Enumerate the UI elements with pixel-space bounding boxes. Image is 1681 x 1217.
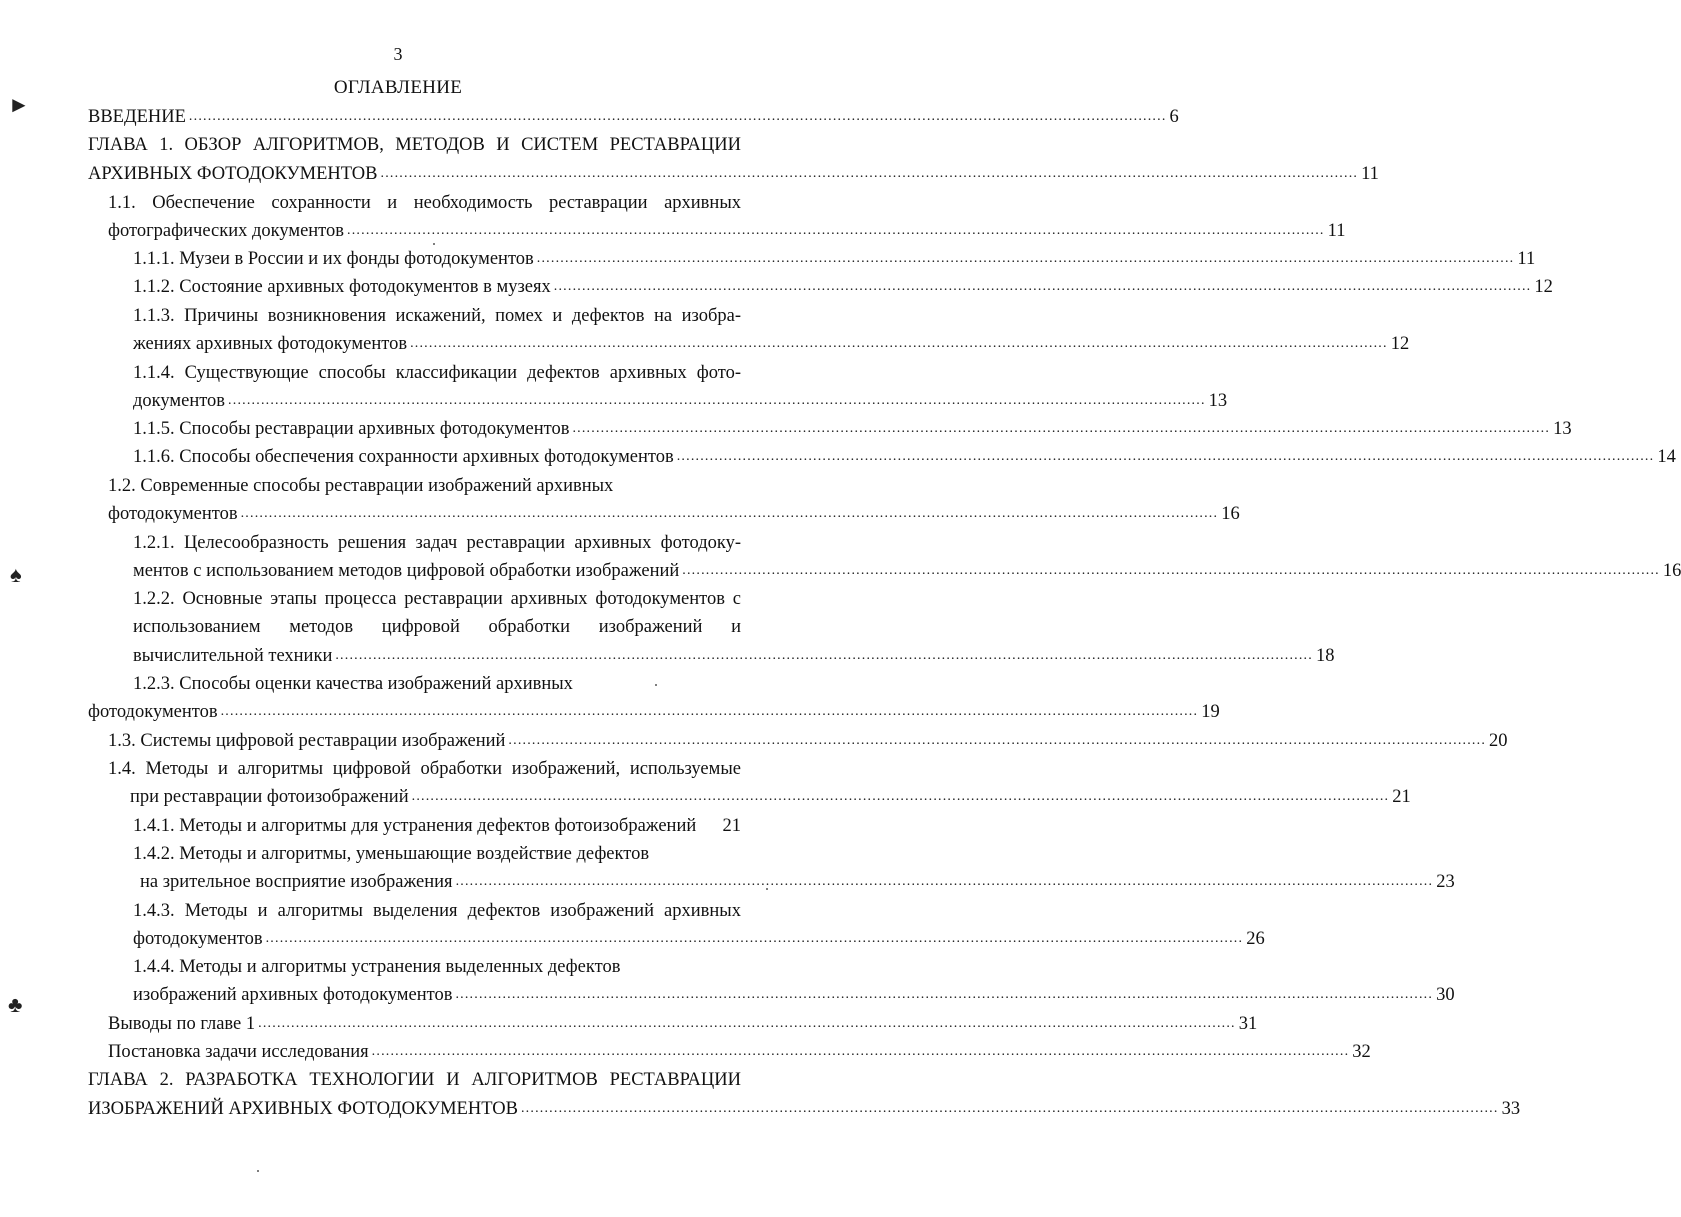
toc-entry-title: АРХИВНЫХ ФОТОДОКУМЕНТОВ: [88, 164, 378, 184]
toc-entry-page: 18: [1315, 646, 1335, 666]
toc-entry-title: 1.4. Методы и алгоритмы цифровой обработки изображений, используемые: [108, 759, 741, 779]
toc-entry: [108, 217, 1346, 245]
toc-entry-page: 26: [1246, 929, 1265, 949]
toc-entry-title: 1.2.3. Способы оценки качества изображений архивных: [133, 674, 573, 694]
toc-entry-title: 1.2. Современные способы реставрации изображений архивных: [108, 476, 614, 496]
toc-entry-page: 32: [1352, 1042, 1371, 1062]
toc-dot-leader: ................................................................................................................................................................................................................: [536, 251, 1515, 266]
toc-entry: [133, 897, 741, 925]
toc-entry: [133, 387, 1228, 415]
toc-entry: [133, 925, 1265, 953]
scan-speck: [257, 1170, 259, 1172]
toc-entry-title: вычислительной техники: [133, 646, 333, 666]
toc-entry: [130, 783, 1411, 811]
toc-dot-leader: ................................................................................................................................................................................................................: [455, 874, 1434, 889]
toc-entry-title: 1.1.3. Причины возникновения искажений, помех и дефектов на изобра-: [133, 306, 741, 326]
toc-entry-title: 1.4.2. Методы и алгоритмы, уменьшающие воздействие дефектов: [133, 844, 650, 864]
toc-entry-title: фотодокументов: [88, 702, 218, 722]
toc-dot-leader: ................................................................................................................................................................................................................: [188, 109, 1167, 124]
toc-entry-title: ВВЕДЕНИЕ: [88, 107, 186, 127]
toc-dot-leader: ................................................................................................................................................................................................................: [258, 1016, 1236, 1031]
toc-dot-leader: ................................................................................................................................................................................................................: [411, 789, 1390, 804]
toc-dot-leader: ................................................................................................................................................................................................................: [455, 987, 1434, 1002]
toc-entry-page: 16: [1221, 504, 1240, 524]
toc-dot-leader: ................................................................................................................................................................................................................: [520, 1101, 1499, 1116]
toc-dot-leader: ................................................................................................................................................................................................................: [228, 393, 1206, 408]
toc-entry: [88, 103, 1179, 131]
toc-entry-title: жениях архивных фотодокументов: [133, 334, 408, 354]
toc-entry-page: 16: [1662, 561, 1681, 581]
toc-entry-title: Постановка задачи исследования: [108, 1042, 369, 1062]
toc-entry-title: 1.1.5. Способы реставрации архивных фотодокументов: [133, 419, 570, 439]
toc-entry: [133, 840, 741, 868]
toc-entry-page: 33: [1501, 1099, 1521, 1119]
toc-dot-leader: ................................................................................................................................................................................................................: [682, 563, 1660, 578]
toc-entry: [133, 415, 1572, 443]
toc-entry: [133, 330, 1410, 358]
page-number: 3: [393, 44, 403, 64]
toc-entry-title: 1.1.1. Музеи в России и их фонды фотодокументов: [133, 249, 534, 269]
toc-entry-page: 30: [1436, 985, 1455, 1005]
toc-entry-page: 11: [1517, 249, 1536, 269]
toc-entry: [133, 302, 741, 330]
toc-entry: [88, 1066, 741, 1094]
toc-entry: [108, 189, 741, 217]
toc-entry-title: ИЗОБРАЖЕНИЙ АРХИВНЫХ ФОТОДОКУМЕНТОВ: [88, 1099, 518, 1119]
toc-entry: [133, 953, 741, 981]
toc-entry: [133, 245, 1536, 273]
toc-entry-page: 23: [1436, 872, 1455, 892]
toc-entry-title: 1.1.4. Существующие способы классификации дефектов архивных фото-: [133, 363, 741, 383]
toc-entry: [108, 500, 1240, 528]
toc-entry: [133, 812, 741, 840]
toc-dot-leader: ................................................................................................................................................................................................................: [335, 648, 1313, 663]
toc-entry: [88, 160, 1379, 188]
toc-entry-page: 12: [1534, 277, 1553, 297]
toc-entry-page: 21: [722, 816, 741, 836]
toc-entry: [108, 727, 1508, 755]
toc-dot-leader: ................................................................................................................................................................................................................: [240, 506, 1219, 521]
margin-mark-icon: ♠: [10, 562, 22, 587]
toc-entry-page: 19: [1201, 702, 1220, 722]
toc-entry-title: фотодокументов: [108, 504, 238, 524]
toc-entry: [88, 131, 741, 159]
toc-entry-title: Выводы по главе 1: [108, 1014, 256, 1034]
toc-dot-leader: ................................................................................................................................................................................................................: [572, 421, 1551, 436]
toc-entry-title: 1.1. Обеспечение сохранности и необходимость реставрации архивных: [108, 193, 741, 213]
toc-dot-leader: ................................................................................................................................................................................................................: [676, 449, 1655, 464]
toc-title: ОГЛАВЛЕНИЕ: [333, 77, 463, 98]
toc-entry-title: 1.1.6. Способы обеспечения сохранности архивных фотодокументов: [133, 447, 674, 467]
toc-entry-title: изображений архивных фотодокументов: [133, 985, 453, 1005]
toc-entry-title: 1.4.1. Методы и алгоритмы для устранения дефектов фотоизображений: [133, 816, 697, 836]
toc-entry: [133, 273, 1553, 301]
toc-dot-leader: ................................................................................................................................................................................................................: [380, 166, 1359, 181]
toc-entry: [88, 1095, 1521, 1123]
toc-entry-title: 1.1.2. Состояние архивных фотодокументов в музеях: [133, 277, 551, 297]
toc-entry: [108, 1010, 1258, 1038]
toc-entry-page: 13: [1208, 391, 1228, 411]
toc-entry-page: 31: [1238, 1014, 1258, 1034]
toc-entry: [133, 642, 1335, 670]
toc-dot-leader: ................................................................................................................................................................................................................: [508, 733, 1487, 748]
toc-entry-title: фотографических документов: [108, 221, 345, 241]
toc-dot-leader: ................................................................................................................................................................................................................: [347, 223, 1325, 238]
toc-entry-page: 11: [1361, 164, 1379, 184]
toc-entry-title: 1.3. Системы цифровой реставрации изображений: [108, 731, 506, 751]
toc-entry-title: на зрительное восприятие изображения: [140, 872, 453, 892]
toc-entry: [133, 557, 1681, 585]
toc-entry: [133, 585, 741, 613]
toc-entry-title: 1.4.4. Методы и алгоритмы устранения выделенных дефектов: [133, 957, 621, 977]
toc-entry: [108, 472, 741, 500]
toc-entry-page: 12: [1390, 334, 1410, 354]
toc-dot-leader: ................................................................................................................................................................................................................: [410, 336, 1388, 351]
toc-entry-page: 6: [1169, 107, 1179, 127]
toc-entry: [133, 981, 1455, 1009]
toc-entry-title: 1.2.1. Целесообразность решения задач реставрации архивных фотодоку-: [133, 533, 741, 553]
toc-dot-leader: ................................................................................................................................................................................................................: [371, 1044, 1350, 1059]
toc-entry-title: фотодокументов: [133, 929, 263, 949]
toc-entry: [108, 1038, 1371, 1066]
toc-entry-page: 20: [1489, 731, 1508, 751]
toc-entry: [140, 868, 1455, 896]
toc-entry: [133, 443, 1676, 471]
toc-entry-title: 1.4.3. Методы и алгоритмы выделения дефектов изображений архивных: [133, 901, 741, 921]
toc-entry-title: ментов с использованием методов цифровой обработки изображений: [133, 561, 680, 581]
toc-entry-title: при реставрации фотоизображений: [130, 787, 409, 807]
toc-entry-page: 13: [1553, 419, 1572, 439]
toc-dot-leader: ................................................................................................................................................................................................................: [265, 931, 1244, 946]
toc-entry: [133, 359, 741, 387]
toc-dot-leader: ................................................................................................................................................................................................................: [553, 279, 1532, 294]
toc-entry: [133, 613, 741, 641]
toc-entry: [108, 755, 741, 783]
toc-entry-page: 11: [1327, 221, 1346, 241]
toc-dot-leader: ................................................................................................................................................................................................................: [220, 704, 1199, 719]
toc-entry: [88, 698, 1220, 726]
toc-entry-page: 21: [1392, 787, 1411, 807]
toc-entry-title: документов: [133, 391, 226, 411]
margin-mark-icon: ►: [8, 92, 30, 117]
margin-mark-icon: ♣: [8, 992, 23, 1017]
toc-entry: [133, 529, 741, 557]
toc-entry-page: 14: [1657, 447, 1676, 467]
toc-entry-title: использованием методов цифровой обработки изображений и: [133, 617, 741, 637]
toc-entry: [133, 670, 741, 698]
toc-entry-title: ГЛАВА 1. ОБЗОР АЛГОРИТМОВ, МЕТОДОВ И СИСТЕМ РЕСТАВРАЦИИ: [88, 135, 741, 155]
toc-entry-title: ГЛАВА 2. РАЗРАБОТКА ТЕХНОЛОГИИ И АЛГОРИТМОВ РЕСТАВРАЦИИ: [88, 1070, 741, 1090]
toc-entry-title: 1.2.2. Основные этапы процесса реставрации архивных фотодокументов с: [133, 589, 741, 609]
